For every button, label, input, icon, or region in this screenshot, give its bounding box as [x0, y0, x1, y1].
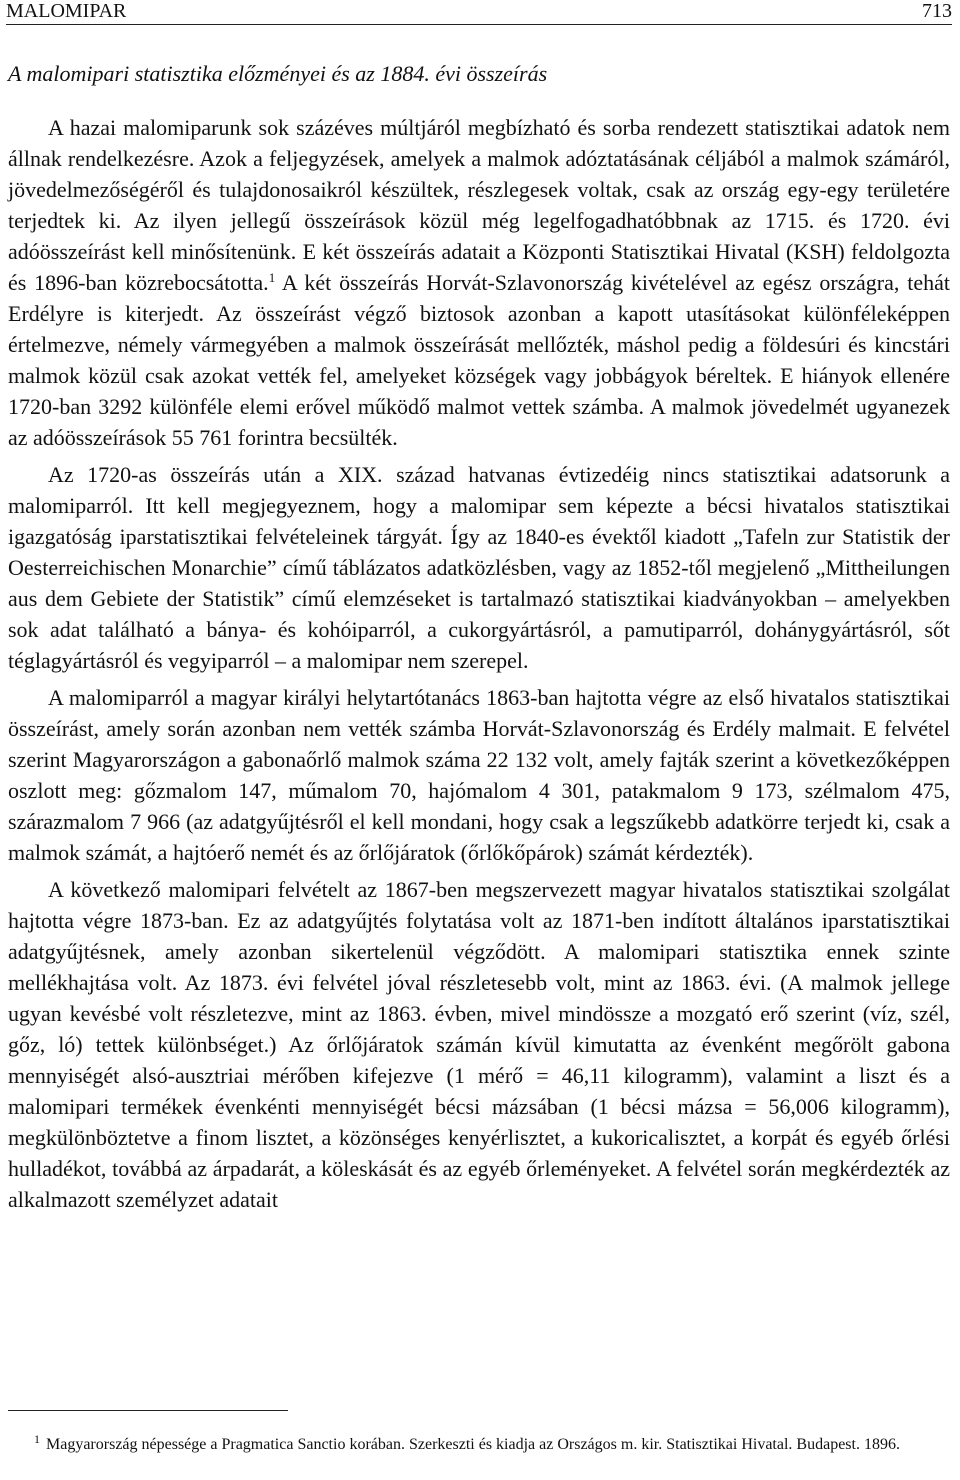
footnote-rule [8, 1410, 288, 1411]
paragraph-2: Az 1720-as összeírás után a XIX. század hatvanas évtizedéig nincs statisztikai adatsorunk a malomiparról. Itt kell megjegyeznem, hogy a malomipar sem képezte a bécsi hivatalos statisztikai igazgatóság iparstatisztikai felvételeinek tárgyát. Így az 1840-es évektől kiadott „Tafeln zur Statistik der Oesterreichischen Monarchie” című táblázatos adatközlésben, vagy az 1852-től megjelenő „Mittheilungen aus dem Gebiete der Statistik” című elemzéseket is tartalmazó statisztikai kiadványokban – amelyekben sok adat található a bánya- és kohóiparról, a cukorgyártásról, a pamutiparról, dohánygyártásról, sőt téglagyártásról és vegyiparról – a malomipar nem szerepel. [8, 462, 950, 673]
body-text [8, 112, 950, 1221]
footnote-text: Magyarország népessége a Pragmatica Sanctio korában. Szerkeszti és kiadja az Országos m. kir. Statisztikai Hivatal. Budapest. 1896. [46, 1436, 900, 1453]
section-title: A malomipari statisztika előzményei és az 1884. évi összeírás [8, 61, 548, 86]
running-header [6, 0, 952, 22]
running-title: MALOMIPAR [6, 0, 127, 22]
header-rule [6, 24, 952, 25]
paragraph-1-part-a: A hazai malomiparunk sok százéves múltjáról megbízható és sorba rendezett statisztikai adatok nem állnak rendelkezésre. Azok a feljegyzések, amelyek a malmok adóztatásának céljából a malmok számáról, jövedelmezőségéről és tulajdonosaikról készültek, részlegesek voltak, csak az ország egy-egy területére terjedtek ki. Az ilyen jellegű összeírások közül még legelfogadhatóbbnak az 1715. és 1720. évi adóösszeírást kell minősítenünk. E két összeírás adatait a Központi Statisztikai Hivatal (KSH) feldolgozta és 1896-ban közrebocsátotta. [8, 115, 950, 295]
paragraph-3: A malomiparról a magyar királyi helytartótanács 1863-ban hajtotta végre az első hivatalos statisztikai összeírást, amely során azonban nem vették számba Horvát-Szlavonország és Erdély malmait. E felvétel szerint Magyarországon a gabonaőrlő malmok száma 22 132 volt, amely fajták szerint a következőképpen oszlott meg: gőzmalom 147, műmalom 70, hajómalom 4 301, patakmalom 9 173, szélmalom 475, szárazmalom 7 966 (az adatgyűjtésről el kell mondani, hogy csak a legszűkebb adatkörre terjedt ki, csak a malmok számát, a hajtóerő nemét és az őrlőjáratok (őrlőkőpárok) számát kérdezték). [8, 685, 950, 865]
footnote [8, 1434, 950, 1455]
footnote-reference[interactable]: 1 [268, 270, 276, 285]
paragraph-1 [8, 112, 950, 453]
page-number: 713 [922, 0, 952, 22]
paragraph-1-part-b: A két összeírás Horvát-Szlavonország kivételével az egész országra, tehát Erdélyre is kiterjedt. Az összeírást végző biztosok azonban a kapott utasításokat különféleképpen értelmezve, némely vármegyében a malmok összeírását mellőzték, máshol pedig a földesúri és kincstári malmok közül csak azokat vették fel, amelyeket községek vagy jobbágyok béreltek. E hiányok ellenére 1720-ban 3292 különféle elemi erővel működő malmot vettek számba. A malmok jövedelmét ugyanezek az adóösszeírások 55 761 forintra becsülték. [8, 270, 951, 450]
paragraph-4: A következő malomipari felvételt az 1867-ben megszervezett magyar hivatalos statisztikai szolgálat hajtotta végre 1873-ban. Ez az adatgyűjtés folytatása volt az 1871-ben indított általános iparstatisztikai adatgyűjtésnek, amely azonban sikertelenül végződött. A malomipari statisztika ennek szinte mellékhajtása volt. Az 1873. évi felvétel jóval részletesebb volt, mint az 1863. évi. (A malmok jellege ugyan kevésbé volt részletezve, mint az 1863. évben, mivel mindössze a mozgató erő szerint (víz, szél, gőz, ló) tettek különbséget.) Az őrlőjáratok számán kívül kimutatta az évenként megőrölt gabona mennyiségét alsó-ausztriai mérőben kifejezve (1 mérő = 46,11 kilogramm), valamint a liszt és a malomipari termékek évenkénti mennyiségét bécsi mázsában (1 bécsi mázsa = 56,006 kilogramm), megkülönböztetve a finom lisztet, a közönséges kenyérlisztet, a kukoricalisztet, a korpát és egyéb őrlési hulladékot, továbbá az árpadarát, a köleskását és az egyéb őrleményeket. A felvétel során megkérdezték az alkalmazott személyzet adatait [8, 877, 950, 1212]
footnote-number: 1 [34, 1432, 40, 1446]
